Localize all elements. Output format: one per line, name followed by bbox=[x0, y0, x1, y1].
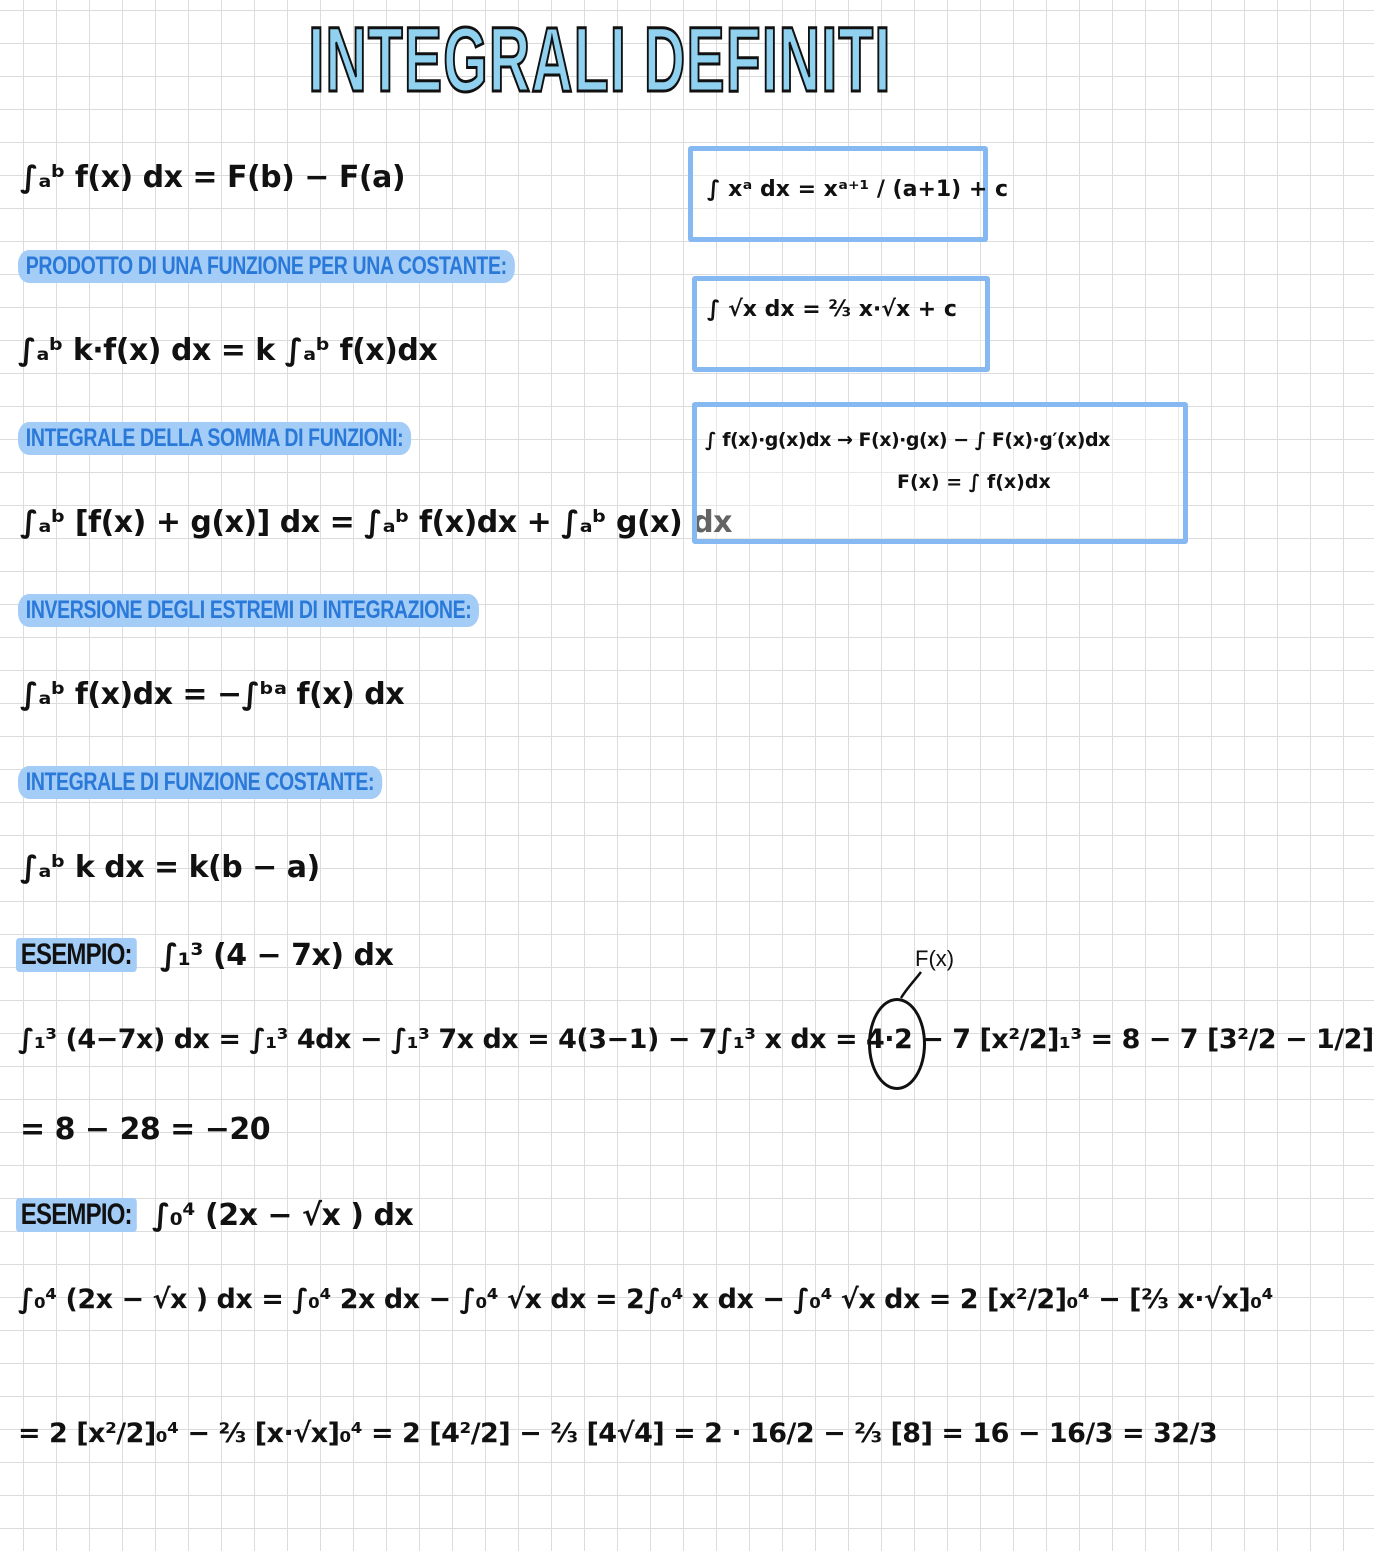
example-1-result: = 8 − 28 = −20 bbox=[20, 1112, 271, 1147]
antiderivative-annotation: F(x) bbox=[915, 946, 955, 971]
example-1-integral: ∫₁³ (4 − 7x) dx bbox=[160, 938, 394, 973]
integration-by-parts-formula: ∫ f(x)·g(x)dx → F(x)·g(x) − ∫ F(x)·g′(x)dx bbox=[705, 429, 1110, 451]
power-rule-box bbox=[688, 146, 1009, 242]
constant-function-formula: ∫ₐᵇ k dx = k(b − a) bbox=[20, 850, 320, 885]
page-title: INTEGRALI DEFINITI bbox=[308, 9, 892, 111]
sum-functions-formula: ∫ₐᵇ [f(x) + g(x)] dx = ∫ₐᵇ f(x)dx + ∫ₐᵇ g(x) dx bbox=[20, 505, 733, 540]
annotation-arrow bbox=[895, 970, 925, 1000]
antiderivative-note: F(x) = ∫ f(x)dx bbox=[897, 471, 1051, 493]
section-product-constant: PRODOTTO DI UNA FUNZIONE PER UNA COSTANTE: bbox=[18, 250, 514, 283]
example-2-heading bbox=[16, 1198, 167, 1232]
section-constant-function: INTEGRALE DI FUNZIONE COSTANTE: bbox=[18, 766, 382, 799]
example-1-label: ESEMPIO: bbox=[16, 938, 137, 972]
section-sum-functions: INTEGRALE DELLA SOMMA DI FUNZIONI: bbox=[18, 422, 411, 455]
power-rule-formula: ∫ xᵃ dx = xᵃ⁺¹ / (a+1) + c bbox=[707, 177, 1009, 202]
inversion-limits-formula: ∫ₐᵇ f(x)dx = −∫ᵇᵃ f(x) dx bbox=[20, 677, 405, 712]
section-inversion-limits: INVERSIONE DEGLI ESTREMI DI INTEGRAZIONE: bbox=[18, 594, 479, 627]
example-2-label: ESEMPIO: bbox=[16, 1198, 137, 1232]
fundamental-theorem-formula: ∫ₐᵇ f(x) dx = F(b) − F(a) bbox=[20, 160, 406, 195]
example-2-integral: ∫₀⁴ (2x − √x ) dx bbox=[152, 1198, 414, 1233]
sqrt-rule-formula: ∫ √x dx = ⅔ x·√x + c bbox=[707, 297, 957, 322]
product-constant-formula: ∫ₐᵇ k·f(x) dx = k ∫ₐᵇ f(x)dx bbox=[18, 333, 438, 368]
example-2-step-1: ∫₀⁴ (2x − √x ) dx = ∫₀⁴ 2x dx − ∫₀⁴ √x dx = 2∫₀⁴ x dx − ∫₀⁴ √x dx = 2 [x²/2]₀⁴ − [⅔ x·√x]₀⁴ bbox=[18, 1284, 1273, 1315]
example-1-heading bbox=[16, 938, 167, 972]
example-1-step-1: ∫₁³ (4−7x) dx = ∫₁³ 4dx − ∫₁³ 7x dx = 4(3−1) − 7∫₁³ x dx = 4·2 − 7 [x²/2]₁³ = 8 − 7 [3²/2 − 1/2] bbox=[18, 1024, 1374, 1055]
example-2-result: = 2 [x²/2]₀⁴ − ⅔ [x·√x]₀⁴ = 2 [4²/2] − ⅔ [4√4] = 2 · 16/2 − ⅔ [8] = 16 − 16/3 = 32/3 bbox=[18, 1418, 1218, 1449]
integration-by-parts-box bbox=[692, 402, 1188, 544]
sqrt-rule-box bbox=[692, 276, 990, 372]
